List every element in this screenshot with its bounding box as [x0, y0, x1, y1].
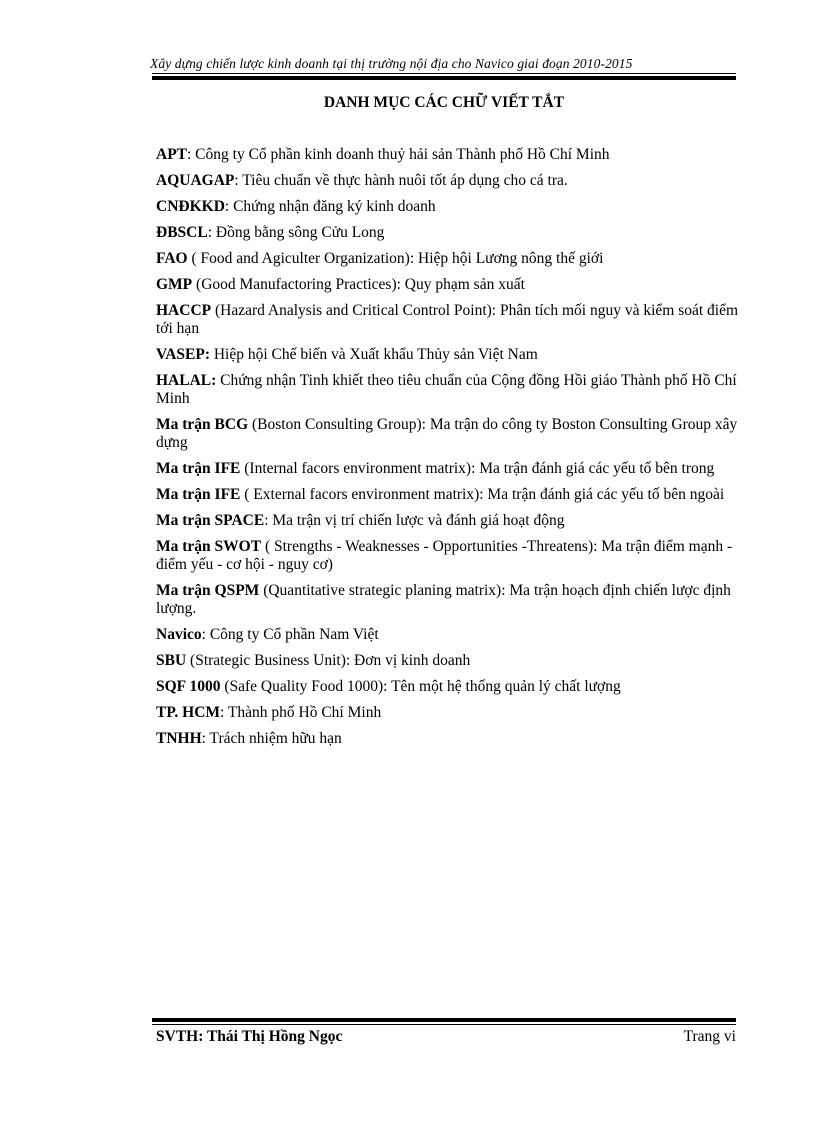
abbreviation-definition: : Tiêu chuẩn về thực hành nuôi tốt áp dụng cho cá tra.	[234, 172, 568, 189]
abbreviation-term: ĐBSCL	[156, 224, 208, 241]
running-header: Xây dựng chiến lược kinh doanh tại thị trường nội địa cho Navico giai đoạn 2010-2015	[150, 56, 633, 71]
abbreviation-entry	[156, 372, 740, 408]
abbreviation-entry	[156, 302, 740, 338]
abbreviation-definition: (Quantitative strategic planing matrix): Ma trận hoạch định chiến lược định lượng.	[156, 582, 731, 617]
abbreviation-definition: (Internal facors environment matrix): Ma trận đánh giá các yếu tố bên trong	[240, 460, 715, 477]
abbreviation-definition: : Trách nhiệm hữu hạn	[201, 730, 342, 747]
abbreviation-term: HALAL:	[156, 372, 217, 389]
abbreviation-term: Ma trận IFE	[156, 486, 241, 503]
abbreviation-entry	[156, 678, 740, 696]
abbreviation-entry	[156, 346, 740, 364]
footer-author: SVTH: Thái Thị Hồng Ngọc	[156, 1028, 343, 1045]
abbreviation-term: SQF 1000	[156, 678, 221, 695]
abbreviation-definition: : Đồng bằng sông Cửu Long	[207, 224, 385, 241]
abbreviation-definition: ( External facors environment matrix): Ma trận đánh giá các yếu tố bên ngoài	[240, 486, 725, 503]
abbreviation-term: VASEP:	[156, 346, 210, 363]
abbreviation-list	[156, 146, 740, 756]
abbreviation-definition: (Good Manufactoring Practices): Quy phạm sản xuất	[192, 276, 525, 293]
abbreviation-entry	[156, 730, 740, 748]
abbreviation-definition: ( Food and Agiculter Organization): Hiệp hội Lương nông thế giới	[187, 250, 604, 267]
abbreviation-definition: (Boston Consulting Group): Ma trận do công ty Boston Consulting Group xây dựng	[156, 416, 738, 451]
abbreviation-definition: : Công ty Cổ phần Nam Việt	[201, 626, 379, 643]
abbreviation-definition: Chứng nhận Tinh khiết theo tiêu chuẩn của Cộng đồng Hồi giáo Thành phố Hồ Chí Minh	[156, 372, 737, 407]
abbreviation-term: TNHH	[156, 730, 202, 747]
abbreviation-term: GMP	[156, 276, 193, 293]
header-divider	[152, 73, 736, 80]
abbreviation-term: APT	[156, 146, 187, 163]
page-title: DANH MỤC CÁC CHỮ VIẾT TẮT	[323, 94, 565, 111]
abbreviation-term: Ma trận BCG	[156, 416, 249, 433]
abbreviation-term: FAO	[156, 250, 188, 267]
footer-page-number: Trang vi	[683, 1028, 736, 1045]
abbreviation-entry	[156, 224, 740, 242]
abbreviation-entry	[156, 250, 740, 268]
abbreviation-entry	[156, 198, 740, 216]
abbreviation-definition: (Strategic Business Unit): Đơn vị kinh doanh	[186, 652, 471, 669]
abbreviation-term: Ma trận IFE	[156, 460, 241, 477]
abbreviation-definition: : Chứng nhận đăng ký kinh doanh	[224, 198, 436, 215]
abbreviation-entry	[156, 460, 740, 478]
abbreviation-term: CNĐKKD	[156, 198, 225, 215]
footer-divider	[152, 1018, 736, 1025]
abbreviation-term: Ma trận SPACE	[156, 512, 265, 529]
abbreviation-definition: (Safe Quality Food 1000): Tên một hệ thống quản lý chất lượng	[220, 678, 621, 695]
abbreviation-entry	[156, 416, 740, 452]
abbreviation-entry	[156, 146, 740, 164]
abbreviation-definition: : Thành phố Hồ Chí Minh	[220, 704, 382, 721]
abbreviation-entry	[156, 582, 740, 618]
abbreviation-entry	[156, 276, 740, 294]
abbreviation-entry	[156, 486, 740, 504]
abbreviation-definition: Hiệp hội Chế biến và Xuất khẩu Thủy sản Việt Nam	[209, 346, 538, 363]
abbreviation-entry	[156, 172, 740, 190]
abbreviation-term: HACCP	[156, 302, 212, 319]
abbreviation-definition: (Hazard Analysis and Critical Control Point): Phân tích mối nguy và kiểm soát điểm tới hạn	[156, 302, 739, 337]
abbreviation-term: Ma trận SWOT	[156, 538, 262, 555]
abbreviation-term: SBU	[156, 652, 187, 669]
abbreviation-entry	[156, 512, 740, 530]
abbreviation-term: Navico	[156, 626, 202, 643]
abbreviation-definition: : Công ty Cổ phần kinh doanh thuỷ hải sản Thành phố Hồ Chí Minh	[187, 146, 610, 163]
abbreviation-entry	[156, 704, 740, 722]
abbreviation-term: TP. HCM	[156, 704, 221, 721]
abbreviation-entry	[156, 538, 740, 574]
abbreviation-term: AQUAGAP	[156, 172, 235, 189]
abbreviation-term: Ma trận QSPM	[156, 582, 260, 599]
abbreviation-definition: : Ma trận vị trí chiến lược và đánh giá hoạt động	[264, 512, 565, 529]
abbreviation-entry	[156, 652, 740, 670]
abbreviation-entry	[156, 626, 740, 644]
abbreviation-definition: ( Strengths - Weaknesses - Opportunities -Threatens): Ma trận điểm mạnh - điểm yếu - cơ hội - nguy cơ)	[156, 538, 733, 573]
